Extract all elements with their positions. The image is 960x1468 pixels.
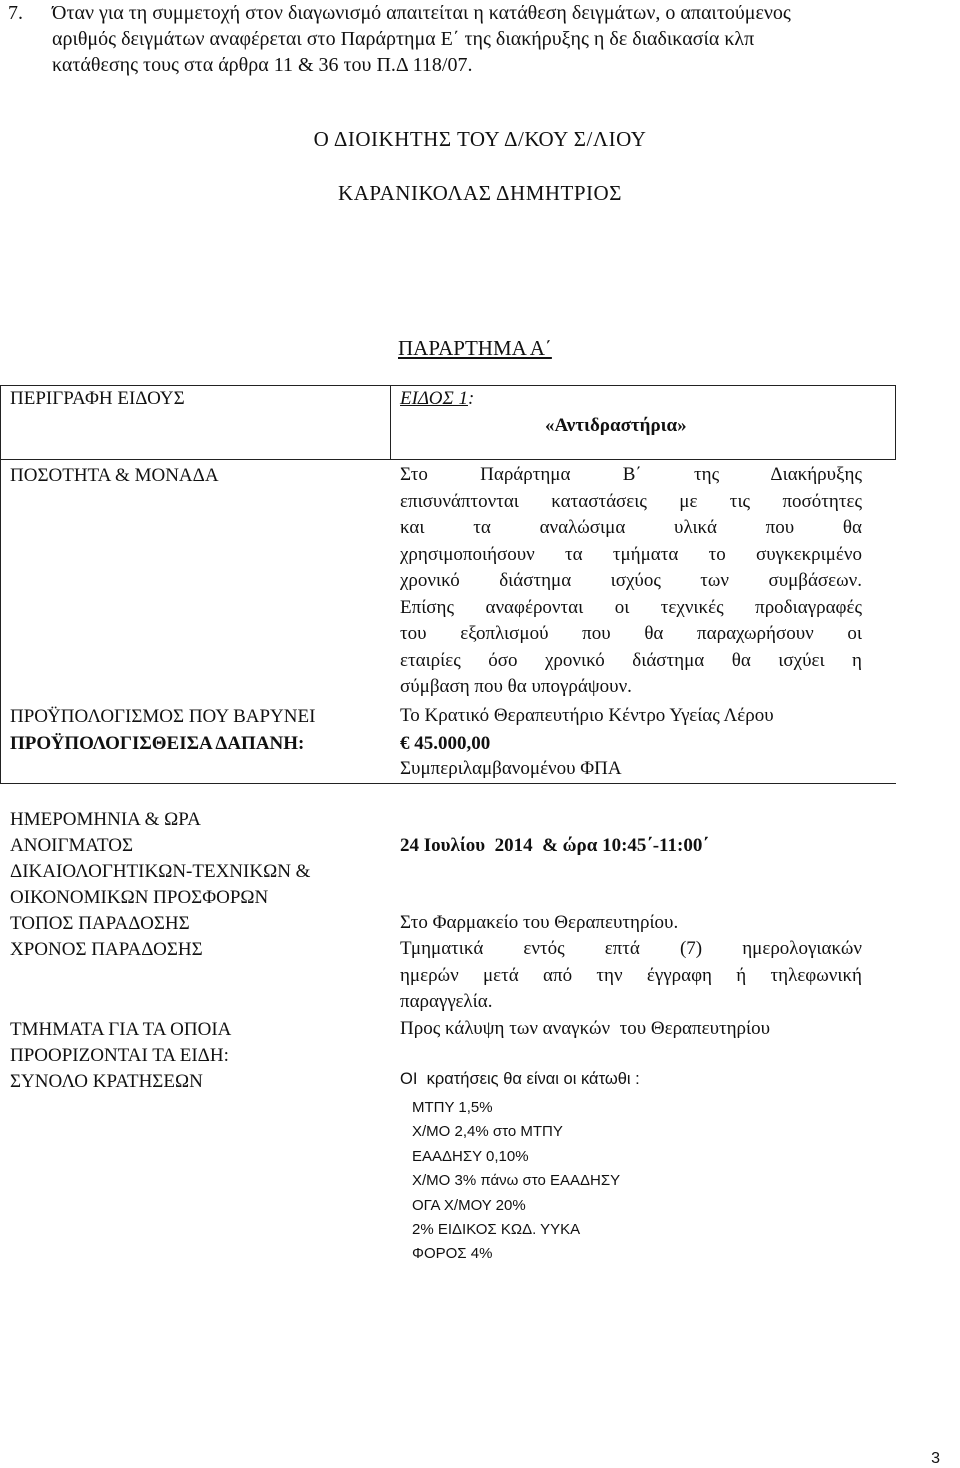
withholding-item: Χ/ΜΟ 3% πάνω στο ΕΑΑΔΗΣΥ: [412, 1172, 621, 1190]
table-column-divider: [390, 385, 391, 459]
budget-burden-label: ΠΡΟΫΠΟΛΟΓΙΣΜΟΣ ΠΟΥ ΒΑΡΥΝΕΙ: [10, 706, 316, 727]
delivery-time-line: παραγγελία.: [400, 991, 493, 1012]
delivery-time-line: Τμηματικά εντός επτά (7) ημερολογιακών: [400, 938, 862, 959]
withholding-item: 2% ΕΙΔΙΚΟΣ ΚΩΔ. ΥΥΚΑ: [412, 1221, 581, 1239]
opening-label-line: ΟΙΚΟΝΟΜΙΚΩΝ ΠΡΟΣΦΟΡΩΝ: [10, 887, 269, 908]
departments-label-line: ΤΜΗΜΑΤΑ ΓΙΑ ΤΑ ΟΠΟΙΑ: [10, 1019, 232, 1040]
quantity-line: χρονικό διάστημα ισχύος των συμβάσεων.: [400, 570, 862, 591]
quantity-label: ΠΟΣΟΤΗΤΑ & ΜΟΝΑΔΑ: [10, 465, 219, 486]
page-number: 3: [931, 1450, 940, 1467]
signature-title: Ο ΔΙΟΙΚΗΤΗΣ ΤΟΥ Δ/ΚΟΥ Σ/ΛΙΟΥ: [313, 127, 647, 151]
quantity-line: Επίσης αναφέρονται οι τεχνικές προδιαγραφές: [400, 596, 862, 618]
quantity-text: [400, 462, 862, 701]
withholdings-list: [412, 1096, 620, 1267]
withholdings-intro: ΟΙ κρατήσεις θα είναι οι κάτωθι :: [400, 1070, 640, 1088]
delivery-time-label: ΧΡΟΝΟΣ ΠΑΡΑΔΟΣΗΣ: [10, 939, 203, 960]
table-row-divider: [0, 459, 896, 460]
budgeted-cost-label: ΠΡΟΫΠΟΛΟΓΙΣΘΕΙΣΑ ΔΑΠΑΝΗ:: [10, 733, 305, 754]
departments-label-line: ΠΡΟΟΡΙΖΟΝΤΑΙ ΤΑ ΕΙΔΗ:: [10, 1045, 229, 1066]
table-left-border: [0, 385, 1, 783]
budgeted-cost-value: € 45.000,00: [400, 733, 491, 754]
delivery-place-label: ΤΟΠΟΣ ΠΑΡΑΔΟΣΗΣ: [10, 913, 190, 934]
intro-line: Όταν για τη συμμετοχή στον διαγωνισμό απαιτείται η κατάθεση δειγμάτων, ο απαιτούμενος: [52, 2, 791, 24]
item-number: 7.: [8, 2, 23, 24]
withholding-item: ΦΟΡΟΣ 4%: [412, 1245, 493, 1263]
withholding-item: ΟΓΑ Χ/ΜΟΥ 20%: [412, 1196, 526, 1214]
withholding-item: ΜΤΠΥ 1,5%: [412, 1099, 493, 1116]
quantity-line: και τα αναλώσιμα υλικά που θα: [400, 517, 862, 538]
opening-label-line: ΗΜΕΡΟΜΗΝΙΑ & ΩΡΑ: [10, 809, 201, 830]
opening-label-line: ΔΙΚΑΙΟΛΟΓΗΤΙΚΩΝ-ΤΕΧΝΙΚΩΝ &: [10, 861, 311, 882]
budget-burden-value: Το Κρατικό Θεραπευτήριο Κέντρο Υγείας Λέρου: [400, 705, 774, 726]
withholding-item: ΕΑΑΔΗΣΥ 0,10%: [412, 1147, 529, 1165]
delivery-time-text: [400, 936, 862, 1016]
intro-line: αριθμός δειγμάτων αναφέρεται στο Παράρτημα Ε΄ της διακήρυξης η δε διαδικασία κλπ: [52, 28, 755, 50]
withholdings-label: ΣΥΝΟΛΟ ΚΡΑΤΗΣΕΩΝ: [10, 1071, 203, 1092]
opening-value: 24 Ιουλίου 2014 & ώρα 10:45΄-11:00΄: [400, 835, 709, 856]
item-label: [400, 386, 474, 411]
intro-line: κατάθεσης τους στα άρθρα 11 & 36 του Π.Δ 118/07.: [52, 54, 473, 76]
quantity-line: επισυνάπτονται καταστάσεις με τις ποσότητες: [400, 490, 862, 512]
quantity-line: εταιρίες όσο χρονικό διάστημα θα ισχύει η: [400, 649, 862, 671]
item-label-text: ΕΙΔΟΣ 1: [400, 388, 468, 409]
opening-label: [10, 807, 310, 911]
delivery-time-line: ημερών μετά από την έγγραφη ή τηλεφωνική: [400, 964, 862, 986]
departments-label: [10, 1017, 231, 1069]
description-label: ΠΕΡΙΓΡΑΦΗ ΕΙΔΟΥΣ: [10, 388, 185, 409]
quantity-line: Στο Παράρτημα Β΄ της Διακήρυξης: [400, 464, 862, 485]
delivery-place-value: Στο Φαρμακείο του Θεραπευτηρίου.: [400, 912, 679, 933]
quantity-line: σύμβαση που θα υπογράψουν.: [400, 676, 632, 697]
annex-title: ΠΑΡΑΡΤΗΜΑ Α΄: [398, 336, 552, 360]
quantity-line: χρησιμοποιήσουν τα τμήματα το συγκεκριμένο: [400, 543, 862, 565]
item-name: «Αντιδραστήρια»: [545, 415, 687, 436]
departments-value: Προς κάλυψη των αναγκών του Θεραπευτηρίου: [400, 1018, 771, 1039]
signature-name: ΚΑΡΑΝΙΚΟΛΑΣ ΔΗΜΗΤΡΙΟΣ: [338, 181, 622, 205]
table-right-border: [895, 385, 896, 459]
quantity-line: του εξοπλισμού που θα παραχωρήσουν οι: [400, 623, 862, 644]
table-row-divider: [0, 783, 896, 784]
opening-label-line: ΑΝΟΙΓΜΑΤΟΣ: [10, 835, 134, 856]
withholding-item: Χ/ΜΟ 2,4% στο ΜΤΠΥ: [412, 1123, 563, 1141]
vat-note: Συμπεριλαμβανομένου ΦΠΑ: [400, 758, 622, 779]
item-label-colon: :: [467, 388, 475, 409]
